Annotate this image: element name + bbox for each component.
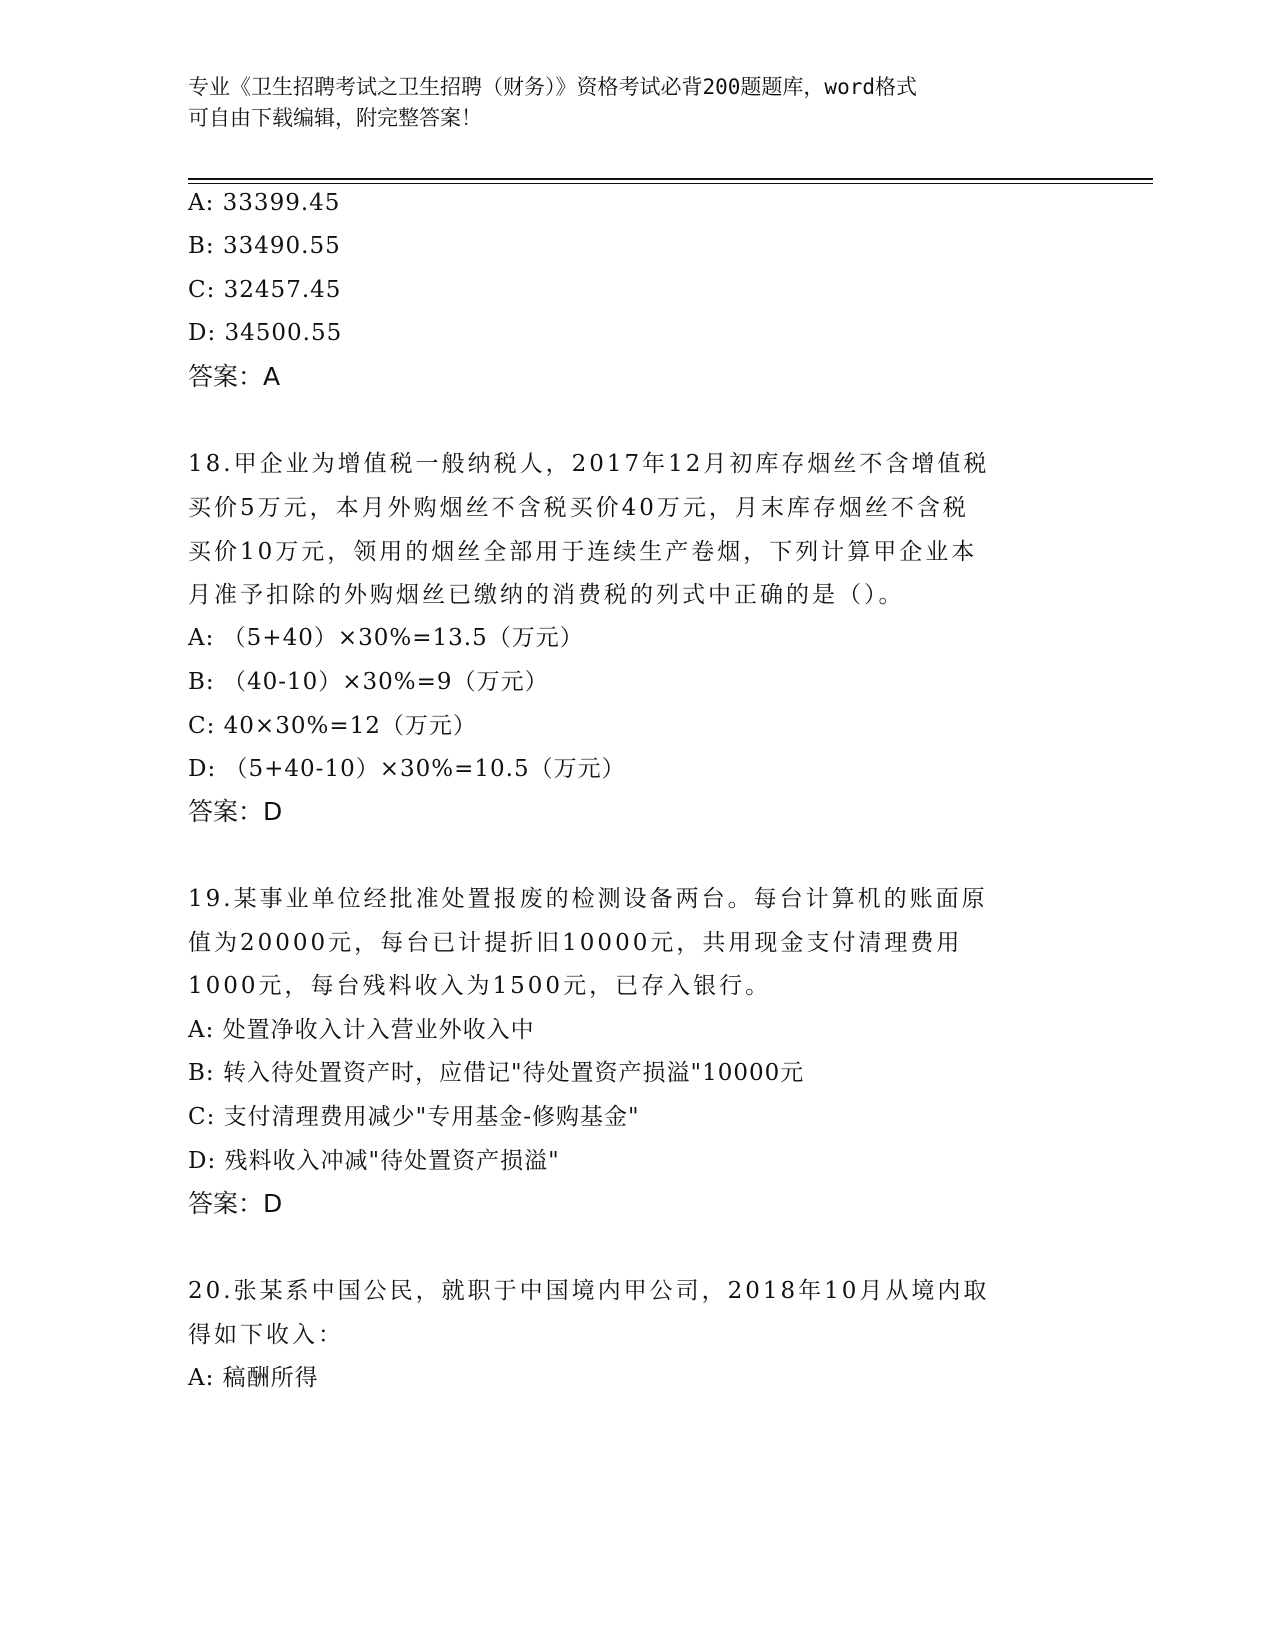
q18-stem-line-3: 买价10万元，领用的烟丝全部用于连续生产卷烟，下列计算甲企业本 bbox=[188, 539, 978, 565]
q18-stem-line-4: 月准予扣除的外购烟丝已缴纳的消费税的列式中正确的是（）。 bbox=[188, 582, 905, 608]
header-line-2: 可自由下载编辑，附完整答案！ bbox=[188, 106, 482, 130]
q19-stem-line-2: 值为20000元，每台已计提折旧10000元，共用现金支付清理费用 bbox=[188, 930, 963, 956]
q19-stem-line-3: 1000元，每台残料收入为1500元，已存入银行。 bbox=[188, 973, 772, 999]
document-header bbox=[188, 72, 1088, 134]
q17-option-b: B: 33490.55 bbox=[188, 233, 341, 259]
q18-option-d: D: （5+40-10）×30%=10.5（万元） bbox=[188, 756, 626, 782]
header-line-1: 专业《卫生招聘考试之卫生招聘（财务）》资格考试必背200题题库，word格式 bbox=[188, 75, 917, 99]
header-divider-thin bbox=[188, 183, 1153, 184]
q17-option-d: D: 34500.55 bbox=[188, 320, 343, 346]
q19-option-a: A: 处置净收入计入营业外收入中 bbox=[188, 1017, 535, 1043]
q19-option-b: B: 转入待处置资产时，应借记"待处置资产损溢"10000元 bbox=[188, 1060, 805, 1086]
q20-option-a: A: 稿酬所得 bbox=[188, 1365, 319, 1391]
q18-option-a: A: （5+40）×30%=13.5（万元） bbox=[188, 625, 584, 651]
q18-answer: 答案：D bbox=[188, 797, 283, 826]
q19-option-c: C: 支付清理费用减少"专用基金-修购基金" bbox=[188, 1104, 640, 1130]
q18-option-b: B: （40-10）×30%=9（万元） bbox=[188, 669, 549, 695]
q19-option-d: D: 残料收入冲减"待处置资产损溢" bbox=[188, 1148, 560, 1174]
q20-stem-line-1: 20.张某系中国公民，就职于中国境内甲公司，2018年10月从境内取 bbox=[188, 1278, 990, 1304]
q20-stem-line-2: 得如下收入： bbox=[188, 1322, 344, 1348]
q17-answer: 答案：A bbox=[188, 362, 281, 391]
q19-stem-line-1: 19.某事业单位经批准处置报废的检测设备两台。每台计算机的账面原 bbox=[188, 886, 988, 912]
q18-option-c: C: 40×30%=12（万元） bbox=[188, 713, 477, 739]
q18-stem-line-1: 18.甲企业为增值税一般纳税人，2017年12月初库存烟丝不含增值税 bbox=[188, 451, 990, 477]
q19-answer: 答案：D bbox=[188, 1189, 283, 1218]
header-divider-thick bbox=[188, 178, 1153, 180]
q18-stem-line-2: 买价5万元，本月外购烟丝不含税买价40万元，月末库存烟丝不含税 bbox=[188, 495, 969, 521]
q17-option-c: C: 32457.45 bbox=[188, 277, 342, 303]
q17-option-a: A: 33399.45 bbox=[188, 190, 341, 216]
